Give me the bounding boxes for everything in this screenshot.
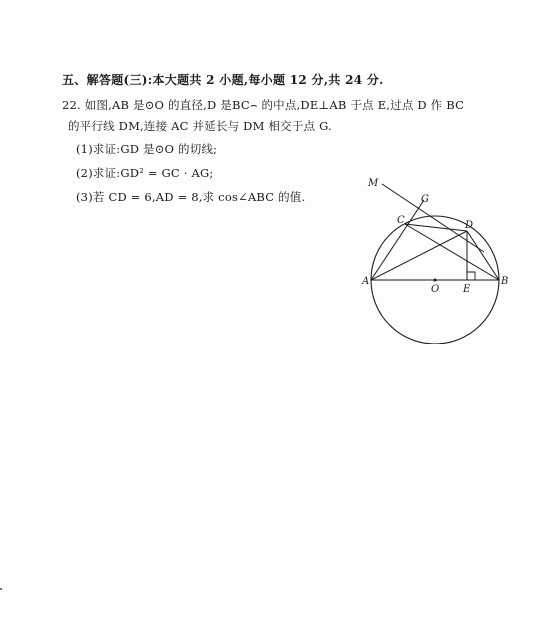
label-d: D bbox=[465, 220, 474, 231]
subquestion-2: (2)求证:GD² = GC · AG; bbox=[76, 166, 214, 180]
subquestion-3: (3)若 CD = 6,AD = 8,求 cos∠ABC 的值. bbox=[76, 190, 306, 204]
label-c: C bbox=[397, 215, 405, 226]
segment-ag bbox=[371, 200, 424, 280]
problem-statement-line-1: 22. 如图,AB 是⊙O 的直径,D 是BC⌢ 的中点,DE⊥AB 于点 E,过点 D 作 BC bbox=[62, 98, 465, 112]
right-angle-mark bbox=[467, 272, 475, 280]
scan-speck bbox=[0, 588, 2, 590]
segment-cb bbox=[405, 224, 499, 280]
subquestion-1: (1)求证:GD 是⊙O 的切线; bbox=[76, 142, 218, 156]
segment-ad bbox=[371, 231, 467, 280]
geometry-figure bbox=[360, 172, 520, 344]
label-a: A bbox=[362, 276, 370, 287]
label-o: O bbox=[431, 284, 440, 295]
label-m: M bbox=[368, 178, 379, 189]
label-g: G bbox=[421, 194, 429, 205]
problem-statement-line-2: 的平行线 DM,连接 AC 并延长与 DM 相交于点 G. bbox=[68, 119, 332, 133]
label-e: E bbox=[463, 284, 471, 295]
label-b: B bbox=[501, 276, 509, 287]
section-heading: 五、解答题(三):本大题共 2 小题,每小题 12 分,共 24 分. bbox=[62, 73, 384, 87]
center-point-o bbox=[434, 279, 437, 282]
